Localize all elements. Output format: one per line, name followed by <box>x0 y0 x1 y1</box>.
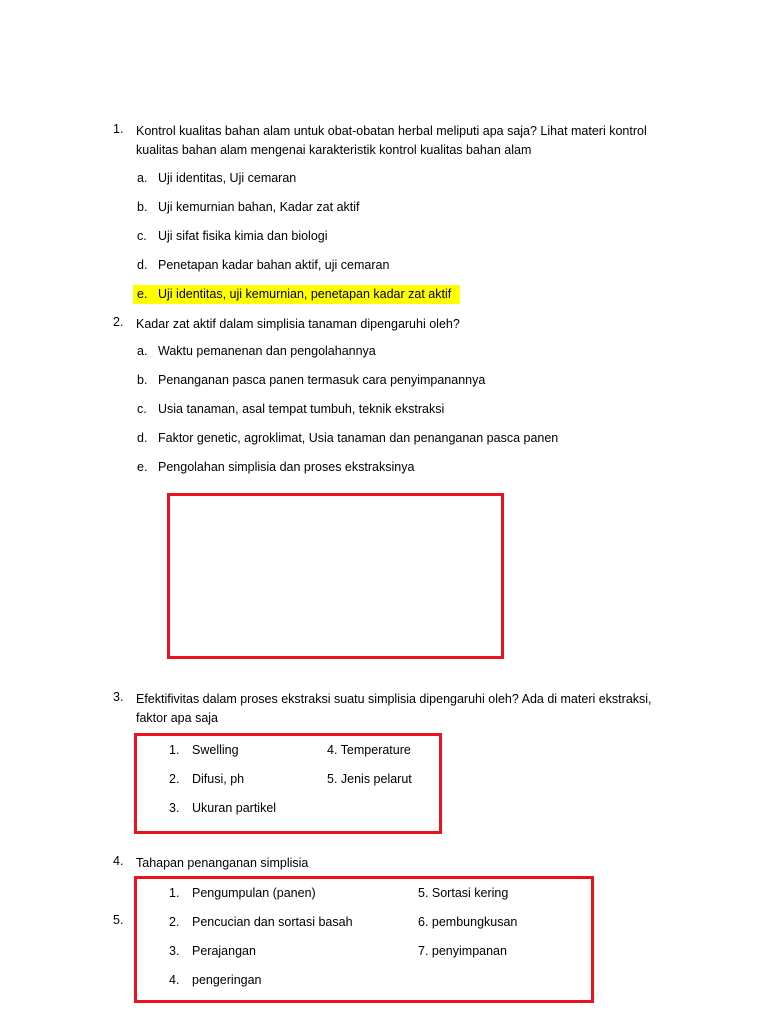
q4-answer-4-number: 4. <box>169 973 180 987</box>
question-1-text: Kontrol kualitas bahan alam untuk obat-obatan herbal meliputi apa saja? Lihat materi kontrol kualitas bahan alam mengenai karakteristik kontrol kualitas bahan alam <box>136 124 647 157</box>
q1-option-d-letter: d. <box>137 258 148 272</box>
question-1-number: 1. <box>113 122 124 136</box>
q4-answer-2-number: 2. <box>169 915 180 929</box>
q4-answer-1-text: Pengumpulan (panen) <box>192 886 316 900</box>
q4-answer-2-text: Pencucian dan sortasi basah <box>192 915 353 929</box>
q2-option-d-letter: d. <box>137 431 148 445</box>
q2-option-b-text: Penanganan pasca panen termasuk cara penyimpanannya <box>158 373 486 387</box>
q3-answer-5: 5. Jenis pelarut <box>327 772 412 786</box>
q3-answer-3-text: Ukuran partikel <box>192 801 277 815</box>
q3-answer-2-number: 2. <box>169 772 180 786</box>
question-3-number: 3. <box>113 690 124 704</box>
q1-option-e-letter: e. <box>137 287 148 301</box>
q3-answer-4: 4. Temperature <box>327 743 411 757</box>
q1-option-b-text: Uji kemurnian bahan, Kadar zat aktif <box>158 200 360 214</box>
question-2-number: 2. <box>113 315 124 329</box>
stray-list-number: 5. <box>113 913 124 927</box>
q1-option-a-letter: a. <box>137 171 148 185</box>
question-2-text: Kadar zat aktif dalam simplisia tanaman dipengaruhi oleh? <box>136 317 460 331</box>
q2-option-a-text: Waktu pemanenan dan pengolahannya <box>158 344 376 358</box>
q2-option-c-letter: c. <box>137 402 147 416</box>
q4-answer-3-number: 3. <box>169 944 180 958</box>
q4-answer-7: 7. penyimpanan <box>418 944 507 958</box>
q1-option-d-text: Penetapan kadar bahan aktif, uji cemaran <box>158 258 390 272</box>
question-4-text: Tahapan penanganan simplisia <box>136 856 309 870</box>
q4-answer-4-text: pengeringan <box>192 973 262 987</box>
q2-option-e-letter: e. <box>137 460 148 474</box>
q4-answer-6: 6. pembungkusan <box>418 915 518 929</box>
q2-option-d-text: Faktor genetic, agroklimat, Usia tanaman dan penanganan pasca panen <box>158 431 559 445</box>
q2-option-a-letter: a. <box>137 344 148 358</box>
q4-answer-1-number: 1. <box>169 886 180 900</box>
q3-answer-1-text: Swelling <box>192 743 239 757</box>
q1-option-e-text: Uji identitas, uji kemurnian, penetapan kadar zat aktif <box>158 287 452 301</box>
question-4-number: 4. <box>113 854 124 868</box>
q4-answer-3-text: Perajangan <box>192 944 256 958</box>
empty-answer-box <box>167 493 504 659</box>
q4-answer-5: 5. Sortasi kering <box>418 886 509 900</box>
q1-option-c-text: Uji sifat fisika kimia dan biologi <box>158 229 328 243</box>
q2-option-e-text: Pengolahan simplisia dan proses ekstraksinya <box>158 460 415 474</box>
q3-answer-3-number: 3. <box>169 801 180 815</box>
q3-answer-1-number: 1. <box>169 743 180 757</box>
q1-option-c-letter: c. <box>137 229 147 243</box>
q1-option-a-text: Uji identitas, Uji cemaran <box>158 171 297 185</box>
q1-option-b-letter: b. <box>137 200 148 214</box>
q2-option-c-text: Usia tanaman, asal tempat tumbuh, teknik ekstraksi <box>158 402 445 416</box>
q2-option-b-letter: b. <box>137 373 148 387</box>
question-3-text: Efektifivitas dalam proses ekstraksi suatu simplisia dipengaruhi oleh? Ada di materi ekstraksi, faktor apa saja <box>136 692 652 725</box>
q3-answer-2-text: Difusi, ph <box>192 772 245 786</box>
